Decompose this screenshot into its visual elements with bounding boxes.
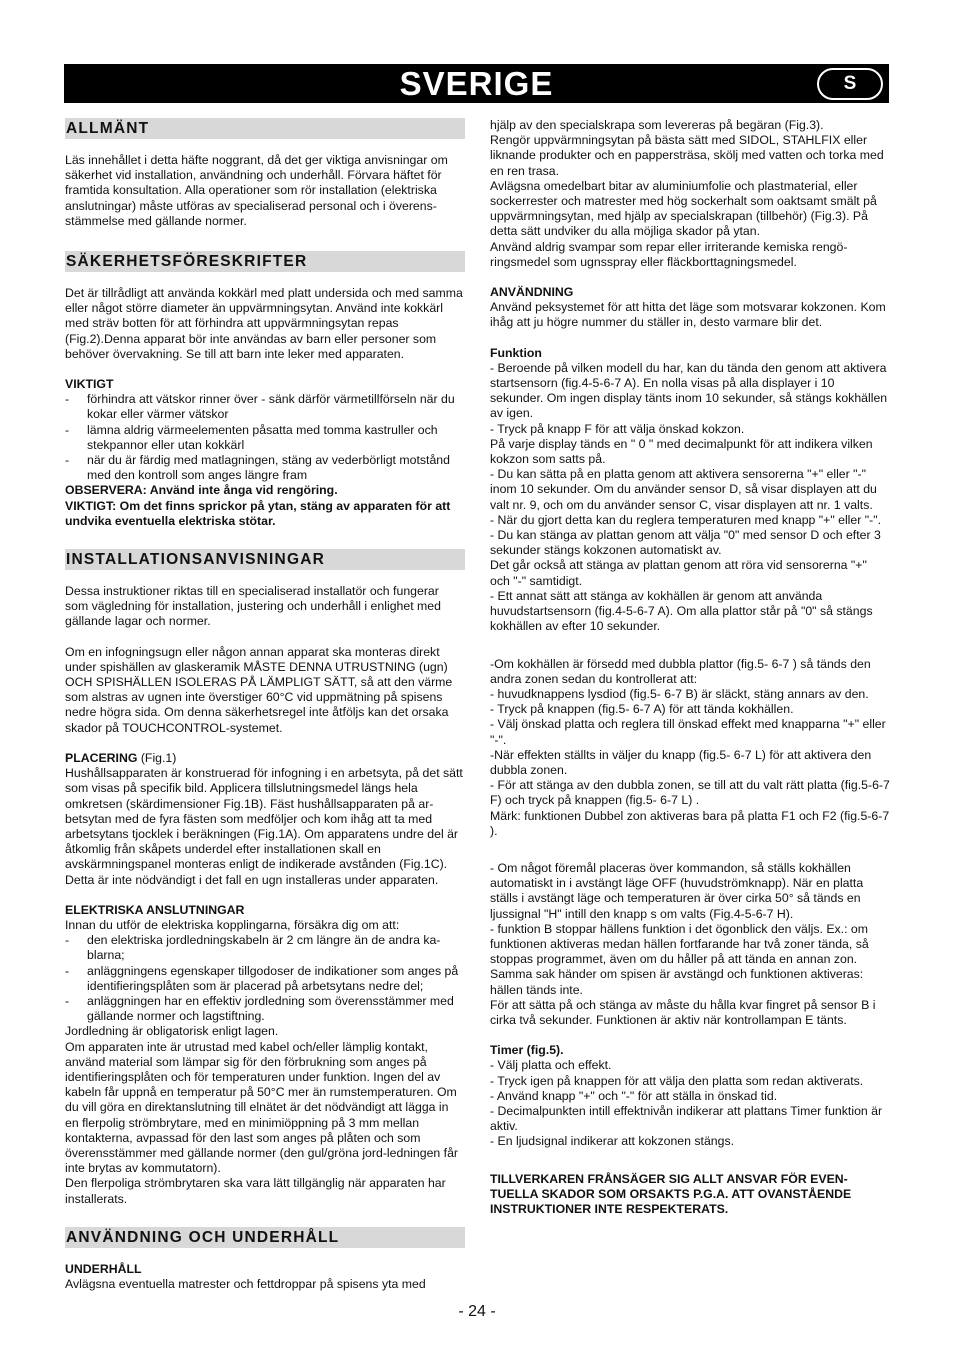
right-column (490, 118, 890, 1217)
elektriska-text: Jordledning är obligatorisk enligt lagen. Om apparaten inte är utrustad med kabel och/eller lämplig kontakt, använd material som lämpar sig för den förbrukning som anges på identifieringsplåten och för temperaturen under funktion. Ingen del av kabeln får uppnå en temperatur på 50°C mer än rumstemperaturen. Om du vill göra en direktanslutning till elnätet är det nödvändigt att lägga in en flerpolig strömbrytare, med en minimiöppning på 3 mm mellan kontakterna, avpassad för den last som anges på plåten och som överensstämmer med gällande normer (den gul/gröna jord-ledningen får inte brytas av kommutatorn). Den flerpoliga strömbrytaren ska vara lätt tillgänglig när apparaten har installerats. (65, 1024, 459, 1206)
list-item: - anläggningen har en effektiv jordledning som överensstämmer med gällande normer och lagstiftning. (65, 994, 465, 1024)
dubbel-line: - För att stänga av den dubbla zonen, se till att du valt rätt platta (fig.5-6-7 F) och tryck på knappen (fig.5- 6-7 L) . (490, 778, 890, 808)
installation-warning: Om en infogningsugn eller någon annan apparat ska monteras direkt under spishällen av glaskeramik MÅSTE DENNA UTRUSTNING (ugn) OCH SPISHÄLLEN ISOLERAS PÅ LÄMPLIGT SÄTT, så att den värme som alstras av ugnen inte överstiger 60°C vid uppmätning på spisens nedre högra sida. Om denna säkerhetsregel inte åtföljs kan det orsaka skador på TOUCHCONTROL-systemet. (65, 644, 453, 735)
underhall-continued: hjälp av den specialskrapa som levereras på begäran (Fig.3). Rengör uppvärmningsytan på bästa sätt med SIDOL, STAHLFIX eller liknande produkter och en pappersträsa, skölj med vatten och torka med en ren trasa. Avlägsna omedelbart bitar av aluminiumfolie och plastmaterial, eller sockerrester och matrester med hög sockerhalt som oaktsamt smält på uppvärmningsytan, med hjälp av specialskrapan (tillbehör) (Fig.3). På detta sätt undviker du alla möjliga skador på ytan. Använd aldrig svampar som repar eller irriterande kemiska rengö-ringsmedel som ugnsspray eller fläckborttagningsmedel. (490, 118, 884, 269)
off-line: För att sätta på och stänga av måste du hålla kvar fingret på sensor B i cirka två sekunder. Funktionen är aktiv när kontrollampan E tänts. (490, 997, 876, 1027)
dubbel-line: -När effekten ställts in väljer du knapp (fig.5- 6-7 L) för att aktivera den dubbla zonen. (490, 747, 872, 777)
elektriska-intro: Innan du utför de elektriska kopplingarna, försäkra dig om att: (65, 917, 400, 932)
funktion-line: På varje display tänds en " 0 " med decimalpunkt för att indikera vilken kokzon som satts på. (490, 436, 873, 467)
funktion-line: - Ett annat sätt att stänga av kokhällen är genom att använda huvudstartsensorn (fig.4-5-6-7 A). Om alla plattor står på "0" så stängs kokhällen av efter 10 sekunder. (490, 588, 873, 634)
funktion-line: - Tryck på knapp F för att välja önskad kokzon. (490, 421, 745, 436)
dubbel-line: -Om kokhällen är försedd med dubbla plattor (fig.5- 6-7 ) så tänds den andra zonen sedan du kontrollerat att: (490, 656, 871, 686)
page-title: SVERIGE (399, 65, 554, 102)
funktion-line: - Du kan sätta på en platta genom att aktivera sensorerna "+" eller "-" inom 10 sekunder. Om du använder sensor D, så visar displayen att du valt nr. 9, och om du använder sensor C, visar displayen att nr. 1 valts. (490, 467, 877, 512)
placering-text: Hushållsapparaten är konstruerad för infogning i en arbetsyta, på det sätt som visas på specifik bild. Applicera tillslutningsmedel längs hela omkretsen (skärdimensioner Fig.1B). Fäst hushållsapparaten på ar-betsytan med de fyra fästen som medföljer och kom ihåg att ta med arbetsytans tjocklek i beräkningen (Fig.1A). Om apparatens undre del är åtkomlig från skåpets underdel efter installationen skall en avskärmningspanel monteras enligt de indikerade avstånden (Fig.1C). Detta är inte nödvändigt i det fall en ugn installeras under apparaten. (65, 766, 463, 887)
placering-title: PLACERING (65, 750, 138, 765)
timer-line: - Använd knapp "+" och "-" för att ställa in önskad tid. (490, 1088, 778, 1103)
list-item: - när du är färdig med matlagningen, stäng av vederbörligt motstånd med den kontroll som anges längre fram (65, 453, 465, 483)
viktigt-title: VIKTIGT (65, 377, 114, 392)
underhall-title: UNDERHÅLL (65, 1261, 142, 1276)
funktion-block (490, 361, 890, 635)
anvandning-title: ANVÄNDNING (490, 285, 574, 300)
off-line: - Om något föremål placeras över kommandon, så ställs kokhällen automatiskt in i avstängt läge OFF (huvudströmknapp). När en platta ställs i avstängt läge och temperaturen är över cirka 50° så tänds en ljussignal "H" intill den knapp s om valts (Fig.4-5-6-7 H). (490, 860, 864, 921)
language-badge: S (817, 68, 883, 100)
off-block (490, 861, 890, 1028)
disclaimer: TILLVERKAREN FRÅNSÄGER SIG ALLT ANSVAR FÖR EVEN-TUELLA SKADOR SOM ORSAKTS P.G.A. ATT OVANSTÅENDE INSTRUKTIONER INTE RESPEKTERATS. (490, 1171, 852, 1216)
sakerhet-text: Det är tillrådligt att använda kokkärl med platt undersida och med samma eller något större diameter än uppvärmningsytan. Använd inte kokkärl med sträv botten för att förhindra att uppvärmningsytan repas (Fig.2).Denna apparat bör inte användas av barn eller personer som behöver övervakning. Se till att barn inte leker med apparaten. (65, 286, 463, 361)
list-item: - anläggningens egenskaper tillgodoser de indikationer som anges på identifieringsplåten som är placerad på arbetsytans nedre del; (65, 964, 465, 994)
dubbel-block (490, 657, 890, 839)
viktigt-warning: VIKTIGT: Om det finns sprickor på ytan, stäng av apparaten för att undvika eventuella elektriska stötar. (65, 498, 451, 528)
observera-note: OBSERVERA: Använd inte ånga vid rengöring. (65, 483, 338, 498)
section-heading-anvandning: ANVÄNDNING OCH UNDERHÅLL (65, 1227, 465, 1248)
off-line: - funktion B stoppar hällens funktion i det ögonblick den väljs. Ex.: om funktionen aktiveras medan hällen fortfarande har två zoner tända, så stoppas programmet, även om du håller på att tända en annan zon. Samma sak händer om spisen är avstängd och funktionen aktiveras: hällen tänds inte. (490, 921, 869, 997)
dubbel-line: Märk: funktionen Dubbel zon aktiveras bara på platta F1 och F2 (fig.5-6-7 ). (490, 808, 890, 838)
installation-intro: Dessa instruktioner riktas till en specialiserad installatör och fungerar som vägledning för installation, justering och underhåll i enlighet med gällande lagar och normer. (65, 584, 441, 629)
funktion-line: - När du gjort detta kan du reglera temperaturen med knapp "+" eller "-". (490, 512, 882, 527)
timer-line: - En ljudsignal indikerar att kokzonen stängs. (490, 1134, 735, 1149)
timer-line: - Välj platta och effekt. (490, 1058, 612, 1073)
title-banner (64, 64, 889, 103)
placering-ref: (Fig.1) (137, 750, 177, 765)
dubbel-line: - Välj önskad platta och reglera till önskad effekt med knapparna "+" eller "-". (490, 717, 886, 747)
timer-title: Timer (fig.5). (490, 1043, 564, 1058)
page-number: - 24 - (458, 1303, 496, 1320)
anvandning-text: Använd peksystemet för att hitta det läge som motsvarar kokzonen. Kom ihåg att ju högre nummer du ställer in, desto varmare blir det. (490, 300, 886, 330)
section-heading-sakerhet: SÄKERHETSFÖRESKRIFTER (65, 251, 465, 272)
viktigt-list (65, 392, 465, 483)
timer-line: - Tryck igen på knappen för att välja den platta som redan aktiverats. (490, 1073, 864, 1088)
list-item: - den elektriska jordledningskabeln är 2 cm längre än de andra ka-blarna; (65, 933, 465, 963)
dubbel-line: - Tryck på knappen (fig.5- 6-7 A) för att tända kokhällen. (490, 702, 794, 717)
allmant-text: Läs innehållet i detta häfte noggrant, då det ger viktiga anvisningar om säkerhet vid installation, användning och underhåll. Förvara häftet för framtida konsultation. Alla operationer som rör installation (elektriska anslutningar) måste utföras av specialiserad personal och i överens-stämmelse med gällande normer. (65, 153, 448, 228)
dubbel-line: - huvudknappens lysdiod (fig.5- 6-7 B) är släckt, stäng annars av den. (490, 686, 869, 701)
list-item: - lämna aldrig värmeelementen påsatta med tomma kastruller och stekpannor eller utan kokkärl (65, 423, 465, 453)
funktion-line: - Beroende på vilken modell du har, kan du tända den genom att aktivera startsensorn (fig.4-5-6-7 A). En nolla visas på alla displayer i 10 sekunder. Om ingen display tänts inom 10 sekunder, så stängs kokhällen av igen. (490, 360, 888, 421)
funktion-title: Funktion (490, 345, 542, 360)
elektriska-list (65, 933, 465, 1024)
timer-block (490, 1058, 890, 1149)
section-heading-allmant: ALLMÄNT (65, 118, 465, 139)
funktion-line: Det går också att stänga av plattan genom att röra vid sensorerna "+" och "-" samtidigt. (490, 558, 867, 588)
placering-heading (65, 751, 465, 766)
underhall-text: Avlägsna eventuella matrester och fettdroppar på spisens yta med (65, 1276, 426, 1291)
funktion-line: - Du kan stänga av plattan genom att välja "0" med sensor D och efter 3 sekunder stängs kokzonen automatiskt av. (490, 528, 881, 558)
elektriska-title: ELEKTRISKA ANSLUTNINGAR (65, 902, 245, 917)
list-item: - förhindra att vätskor rinner över - sänk därför värmetillförseln när du kokar eller värmer vätskor (65, 392, 465, 422)
timer-line: - Decimalpunkten intill effektnivån indikerar att plattans Timer funktion är aktiv. (490, 1103, 883, 1134)
left-column (65, 118, 465, 1292)
section-heading-installation: INSTALLATIONSANVISNINGAR (65, 549, 465, 570)
